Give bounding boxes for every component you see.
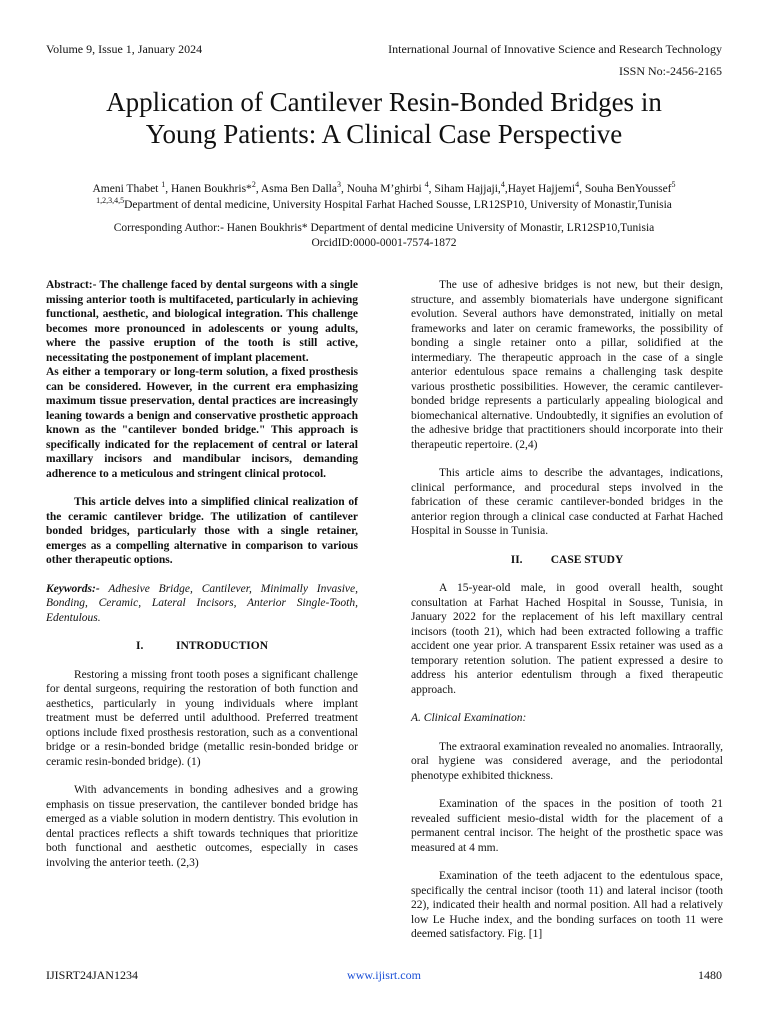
section-case-study: [411, 553, 723, 568]
right-column: [411, 278, 723, 956]
case-p1: A 15-year-old male, in good overall health, sought consultation at Farhat Hached Hospital in Sousse, Tunisia, in January 2022 for the replacement of his left maxillary central incisors (tooth 21), which had been extracted following a traffic accident one year prior. A transparent Essix retainer was used as a temporary retention solution. The patient expressed a desire to address his anterior edentulism through a fixed therapeutic approach.: [411, 582, 723, 696]
section-2-title: CASE STUDY: [550, 553, 624, 566]
title-line-2: Young Patients: A Clinical Case Perspective: [145, 119, 623, 149]
abstract-p1: Abstract:- The challenge faced by dental surgeons with a single missing anterior tooth is multifaceted, particularly in achieving functional, aesthetic, and biological integration. This challenge becomes more pronounced in adolescents or young adults, where the passive eruption of the tooth is still active, necessitating the postponement of implant placement.: [46, 279, 358, 364]
paper-title: [40, 86, 728, 150]
section-1-number: I.: [135, 640, 144, 652]
intro-p2: With advancements in bonding adhesives and a growing emphasis on tissue preservation, the cantilever bonded bridge has emerged as a viable solution in modern dentistry. This evolution in dental practices reflects a shift towards techniques that prioritize both functional and aesthetic outcomes, especially in cases involving the anterior teeth. (2,3): [46, 784, 358, 869]
left-column: [46, 278, 358, 884]
section-1-title: INTRODUCTION: [175, 640, 268, 652]
affiliation: [40, 194, 728, 212]
exam-p1: The extraoral examination revealed no anomalies. Intraorally, oral hygiene was considered average, and the periodontal phenotype exhibited thickness.: [411, 740, 723, 782]
author-4-sup: 4: [424, 180, 429, 189]
subsection-clinical-examination: A. Clinical Examination:: [411, 712, 527, 724]
author-6: ,Hayet Hajjemi: [504, 182, 576, 195]
keywords: [46, 582, 358, 626]
author-3-sup: 3: [336, 180, 341, 189]
right-p2: This article aims to describe the advantages, indications, clinical performance, and procedural steps involved in the fabrication of these ceramic cantilever-bonded bridges in the anterior region through a clinical case conducted at Farhat Hached Hospital in Sousse in Tunisia.: [411, 467, 723, 537]
journal-volume: Volume 9, Issue 1, January 2024: [46, 42, 203, 56]
author-2: , Hanen Boukhris*: [165, 182, 252, 195]
abstract-p2: As either a temporary or long-term solution, a fixed prosthesis can be considered. However, in the current era emphasizing maximum tissue preservation, dental practices are increasingly leaning towards a benign and conservative prosthetic approach known as the "cantilever bonded bridge." This approach is specifically indicated for the replacement of central or lateral maxillary incisors and mandibular incisors, demanding adherence to a meticulous and stringent clinical protocol.: [46, 366, 358, 480]
orcid: OrcidID:0000-0001-7574-1872: [311, 237, 457, 249]
author-7-sup: 5: [671, 180, 676, 189]
author-2-sup: 2: [251, 180, 256, 189]
footer-code: IJISRT24JAN1234: [46, 968, 138, 982]
footer-url-link[interactable]: www.ijisrt.com: [347, 968, 421, 982]
page-number: 1480: [698, 968, 722, 982]
affiliation-text: Department of dental medicine, University Hospital Farhat Hached Sousse, LR12SP10, University of Monastir,Tunisia: [124, 198, 672, 211]
journal-name: International Journal of Innovative Science and Research Technology: [388, 42, 722, 56]
corresponding-author: [40, 221, 728, 251]
author-6-sup: 4: [575, 180, 580, 189]
section-introduction: [46, 639, 358, 654]
title-line-1: Application of Cantilever Resin-Bonded Bridges in: [106, 87, 662, 117]
author-5: , Siham Hajjaji,: [428, 182, 501, 195]
section-2-number: II.: [510, 553, 523, 566]
author-3: , Asma Ben Dalla: [255, 182, 337, 195]
author-1-sup: 1: [161, 180, 166, 189]
author-1: Ameni Thabet: [92, 182, 162, 195]
author-7: , Souha BenYoussef: [579, 182, 672, 195]
issn: ISSN No:-2456-2165: [618, 64, 722, 78]
abstract-p3: This article delves into a simplified clinical realization of the ceramic cantilever bridge. The utilization of cantilever bonded bridges, particularly those with a single retainer, emerges as a compelling alternative in comparison to various other therapeutic options.: [46, 496, 358, 566]
intro-p1: Restoring a missing front tooth poses a significant challenge for dental surgeons, requiring the restoration of both function and aesthetics, particularly in young individuals where implant treatment must be deferred until adulthood. Preferred treatment options include fixed prosthesis restoration, such as a conventional bridge or a resin-bonded bridge (metallic resin-bonded bridge or ceramic resin-bonded bridge). (1): [46, 668, 358, 768]
author-5-sup: 4: [500, 180, 505, 189]
exam-p2: Examination of the spaces in the position of tooth 21 revealed sufficient mesio-distal width for the placement of a permanent central incisor. The height of the prosthetic space was measured at 4 mm.: [411, 798, 723, 854]
keywords-label: Keywords:-: [46, 582, 100, 595]
author-4: , Nouha M’ghirbi: [340, 182, 425, 195]
keywords-list: Adhesive Bridge, Cantilever, Minimally Invasive, Bonding, Ceramic, Lateral Incisors, Anterior Single-Tooth, Edentulous.: [46, 582, 358, 624]
exam-p3: Examination of the teeth adjacent to the edentulous space, specifically the central incisor (tooth 11) and lateral incisor (tooth 22), indicated their health and normal position. All had a relatively low Le Huche index, and the bonding surfaces on tooth 11 were deemed satisfactory. Fig. [1]: [411, 870, 723, 940]
affiliation-sup: 1,2,3,4,5: [96, 196, 125, 205]
corresponding-text: Corresponding Author:- Hanen Boukhris* Department of dental medicine University of Monastir, LR12SP10,Tunisia: [113, 222, 655, 234]
right-p1: The use of adhesive bridges is not new, but their design, structure, and assembly biomaterials have undergone significant evolution. Several authors have demonstrated, initially on metal frameworks and later on ceramic frameworks, the possibility of bonding a single retainer onto a pillar, solidified at the intermediary. The therapeutic approach in the case of a single anterior edentulous space remains a challenging task despite various prosthetic possibilities. However, the ceramic cantilever-bonded bridge represents a particularly appealing biological and biomechanical alternative. Undoubtedly, it signifies an evolution of the adhesive bridge that practitioners should incorporate into their therapeutic repertoire. (2,4): [411, 279, 723, 451]
